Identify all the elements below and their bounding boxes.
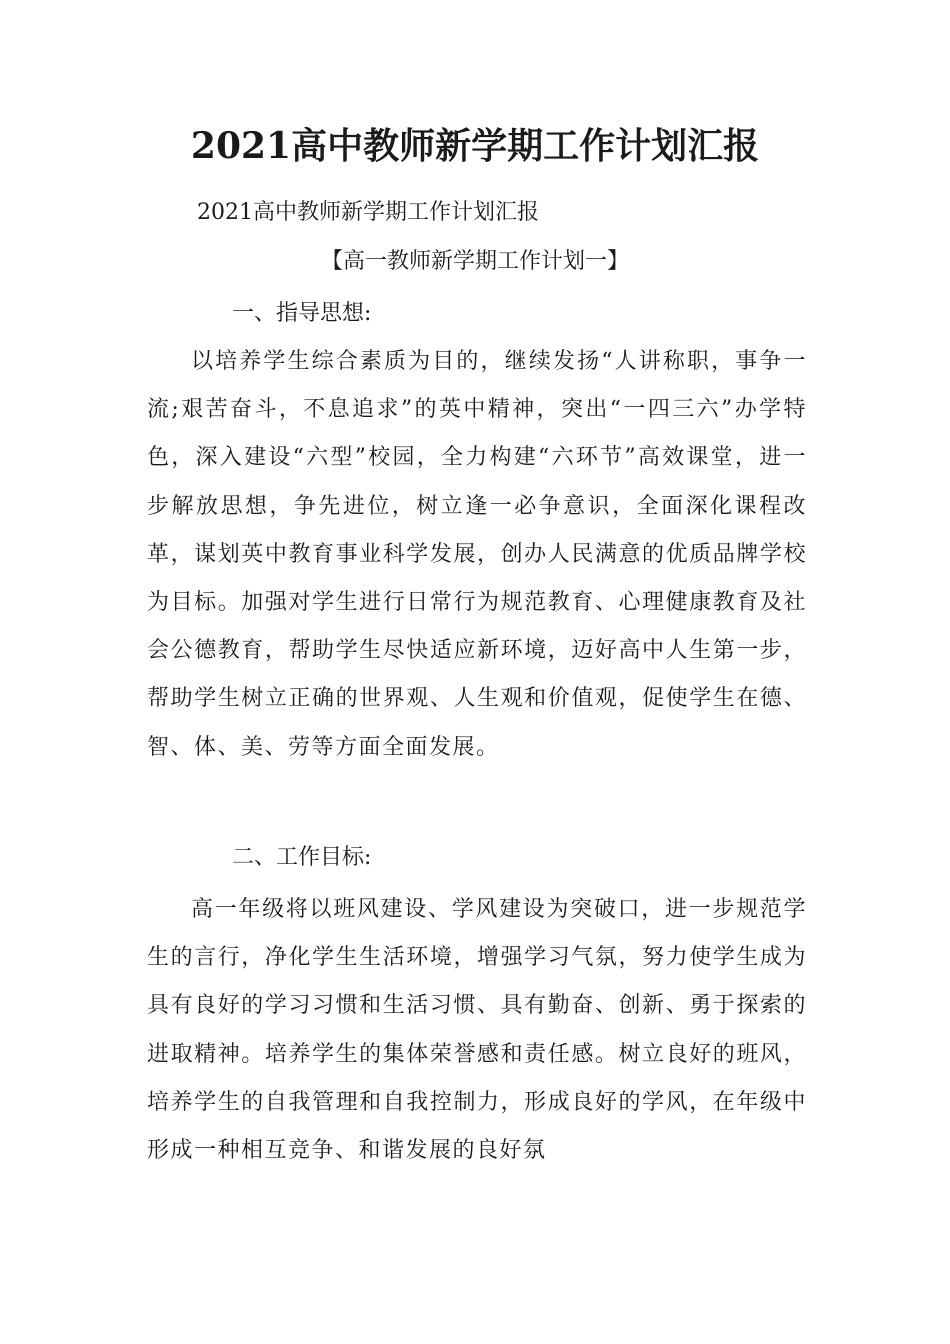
section-heading: 【高一教师新学期工作计划一】 [320, 249, 629, 274]
paragraph-work-goals: 高一年级将以班风建设、学风建设为突破口，进一步规范学生的言行，净化学生生活环境，增强学习气氛，努力使学生成为具有良好的学习习惯和生活习惯、具有勤奋、创新、勇于探索的进取精神。培养学生的集体荣誉感和责任感。树立良好的班风，培养学生的自我管理和自我控制力，形成良好的学风，在年级中形成一种相互竞争、和谐发展的良好氛 [147, 897, 807, 1164]
heading-guiding-ideology: 一、指导思想: [232, 301, 372, 326]
document-title: 2021高中教师新学期工作计划汇报 [190, 125, 760, 167]
paragraph-guiding-ideology: 以培养学生综合素质为目的，继续发扬“人讲称职，事争一流;艰苦奋斗，不息追求”的英中精神，突出“一四三六”办学特色，深入建设“六型”校园，全力构建“六环节”高效课堂，进一步解放思想，争先进位，树立逢一必争意识，全面深化课程改革，谋划英中教育事业科学发展，创办人民满意的优质品牌学校为目标。加强对学生进行日常行为规范教育、心理健康教育及社会公德教育，帮助学生尽快适应新环境，迈好高中人生第一步，帮助学生树立正确的世界观、人生观和价值观，促使学生在德、智、体、美、劳等方面全面发展。 [147, 349, 807, 760]
document-subtitle: 2021高中教师新学期工作计划汇报 [197, 200, 539, 225]
heading-work-goals: 二、工作目标: [232, 845, 372, 870]
